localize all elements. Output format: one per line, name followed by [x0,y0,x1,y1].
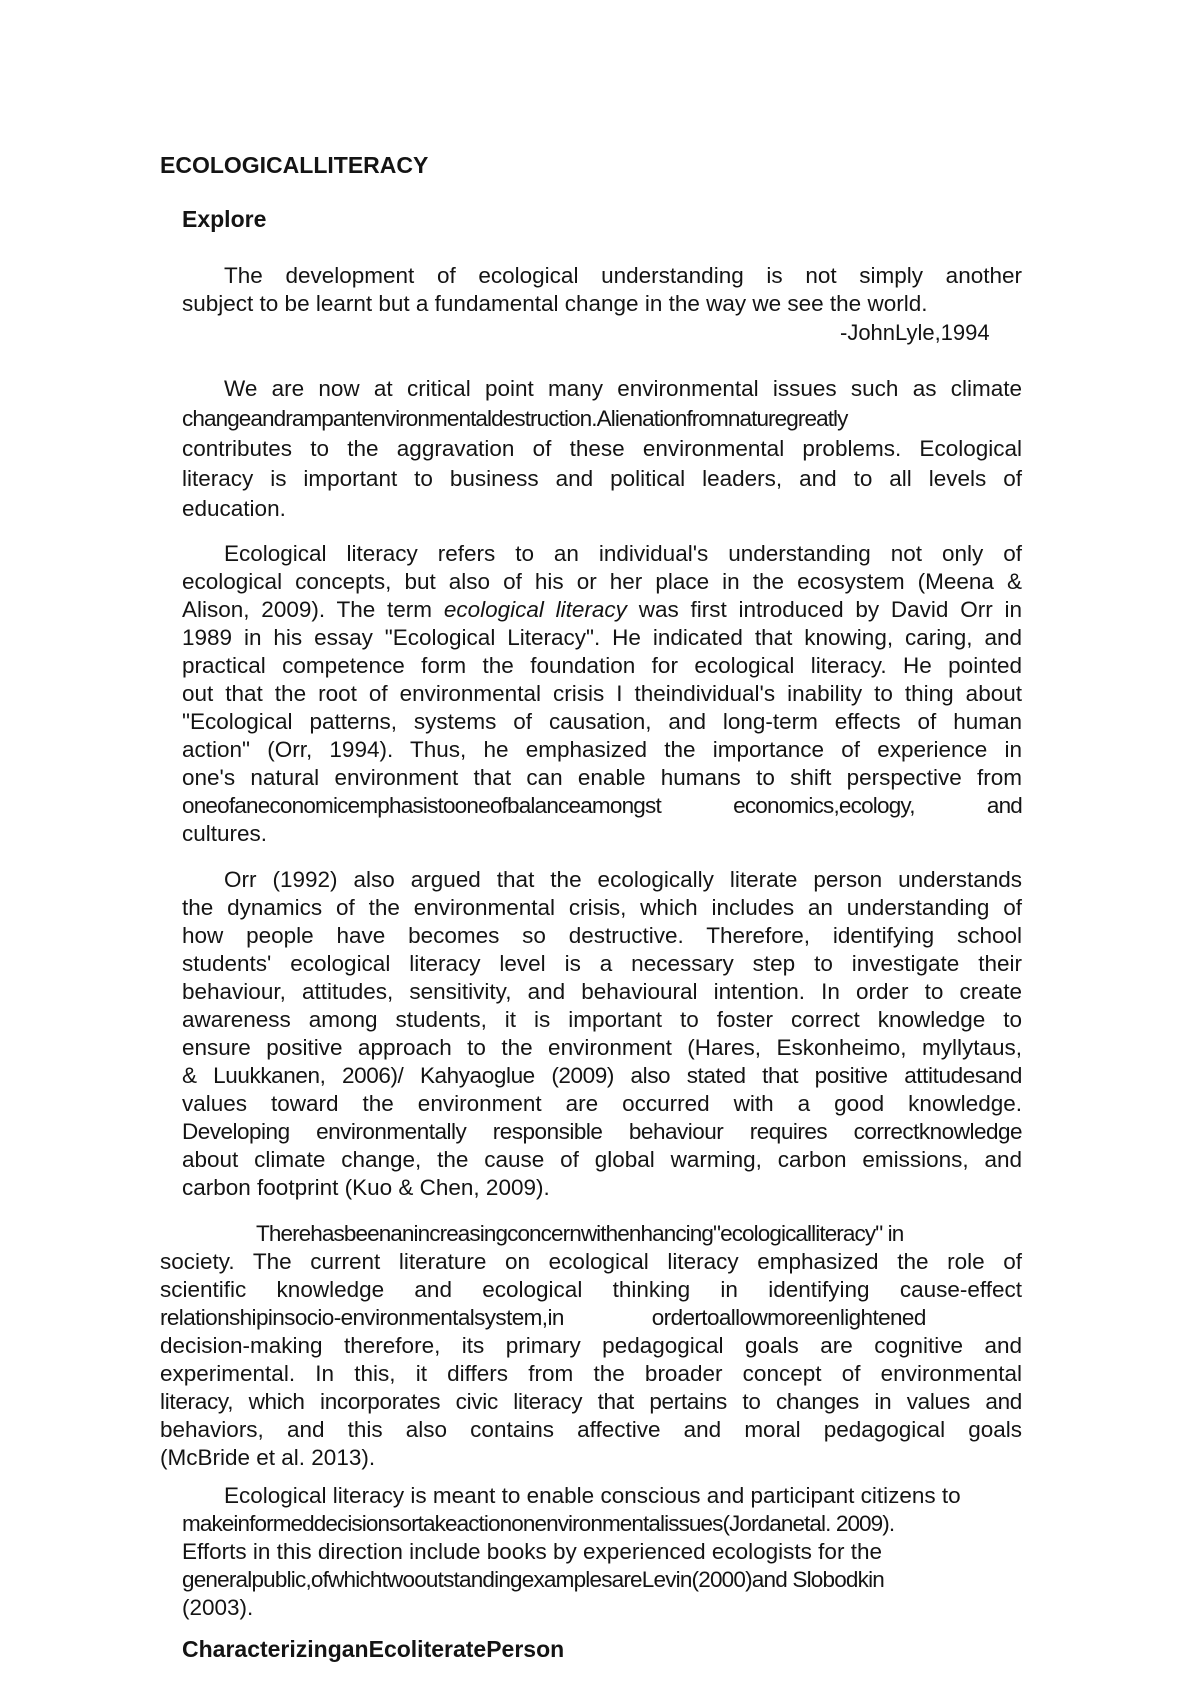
epigraph-quote [182,262,1022,318]
paragraph-orr [182,866,1022,1202]
paragraph-line: literacy, which incorporates civic literacy that pertains to changes in values and [160,1389,1022,1414]
paragraph-line: behaviors, and this also contains affective and moral pedagogical goals [160,1417,1022,1442]
paragraph-line: generalpublic,ofwhichtwooutstandingexamplesareLevin(2000)and Slobodkin [182,1567,885,1592]
paragraph-line: out that the root of environmental crisis I theindividual's inability to thing about [182,681,1022,706]
paragraph-definition [182,540,1022,848]
document-title: ECOLOGICALLITERACY [160,152,429,178]
paragraph-line: practical competence form the foundation for ecological literacy. He pointed [182,653,1022,678]
paragraph-line: cultures. [182,821,268,846]
paragraph-line: about climate change, the cause of global warming, carbon emissions, and [182,1147,1022,1172]
paragraph-citizens [182,1482,1022,1622]
paragraph-line: contributes to the aggravation of these environmental problems. Ecological [182,436,1022,461]
quote-attribution: -JohnLyle,1994 [840,320,990,345]
quote-line: The development of ecological understanding is not simply another [224,263,1022,288]
paragraph-line: the dynamics of the environmental crisis, which includes an understanding of [182,895,1022,920]
paragraph-line: changeandrampantenvironmentaldestruction.Alienationfromnaturegreatly [182,406,848,431]
quote-line: subject to be learnt but a fundamental change in the way we see the world. [182,291,928,316]
paragraph-line: Ecological literacy refers to an individual's understanding not only of [224,541,1022,566]
paragraph-line: one's natural environment that can enable humans to shift perspective from [182,765,1022,790]
paragraph-line: how people have becomes so destructive. Therefore, identifying school [182,923,1022,948]
paragraph-line: (2003). [182,1595,254,1620]
paragraph-line: carbon footprint (Kuo & Chen, 2009). [182,1175,550,1200]
paragraph-line: Orr (1992) also argued that the ecologically literate person understands [224,867,1022,892]
paragraph-line: Therehasbeenanincreasingconcernwithenhancing"ecologicalliteracy" in [256,1221,904,1246]
paragraph-line: Ecological literacy is meant to enable conscious and participant citizens to [224,1483,961,1508]
paragraph-line: students' ecological literacy level is a necessary step to investigate their [182,951,1022,976]
emphasis-term: ecological literacy [443,597,627,622]
section-heading-explore: Explore [182,206,267,232]
paragraph-line: scientific knowledge and ecological thinking in identifying cause-effect [160,1277,1022,1302]
paragraph-line: experimental. In this, it differs from the broader concept of environmental [160,1361,1022,1386]
paragraph-line: society. The current literature on ecological literacy emphasized the role of [160,1249,1022,1274]
paragraph-line: ensure positive approach to the environment (Hares, Eskonheimo, myllytaus, [182,1035,1022,1060]
paragraph-line: values toward the environment are occurred with a good knowledge. [182,1091,1022,1116]
paragraph-line: literacy is important to business and political leaders, and to all levels of [182,466,1022,491]
paragraph-line: relationshipinsocio-environmentalsystem,in ordertoallowmoreenlightened [160,1305,926,1330]
paragraph-line: oneofaneconomicemphasistooneofbalanceamongst economics,ecology, and [182,793,1022,818]
paragraph-line: "Ecological patterns, systems of causation, and long-term effects of human [182,709,1022,734]
paragraph-concern [160,1220,1022,1472]
paragraph-climate [182,374,1022,524]
paragraph-line: education. [182,496,286,521]
paragraph-line: behaviour, attitudes, sensitivity, and behavioural intention. In order to create [182,979,1022,1004]
paragraph-line: ecological concepts, but also of his or her place in the ecosystem (Meena & [182,569,1022,594]
paragraph-line: makeinformeddecisionsortakeactiononenvironmentalissues(Jordanetal. 2009). [182,1511,895,1536]
subheading-ecoliterate-person: CharacterizinganEcoliteratePerson [182,1636,565,1662]
paragraph-line: Alison, 2009). The term ecological literacy was first introduced by David Orr in [182,597,1023,622]
paragraph-line: (McBride et al. 2013). [160,1445,376,1470]
paragraph-line: Efforts in this direction include books by experienced ecologists for the [182,1539,882,1564]
paragraph-line: awareness among students, it is important to foster correct knowledge to [182,1007,1022,1032]
paragraph-line: decision-making therefore, its primary pedagogical goals are cognitive and [160,1333,1022,1358]
paragraph-line: We are now at critical point many environmental issues such as climate [224,376,1022,401]
paragraph-line: 1989 in his essay "Ecological Literacy". He indicated that knowing, caring, and [182,625,1022,650]
paragraph-line: Developing environmentally responsible behaviour requires correctknowledge [182,1119,1022,1144]
paragraph-line: action" (Orr, 1994). Thus, he emphasized the importance of experience in [182,737,1022,762]
paragraph-line: & Luukkanen, 2006)/ Kahyaoglue (2009) also stated that positive attitudesand [182,1063,1022,1088]
